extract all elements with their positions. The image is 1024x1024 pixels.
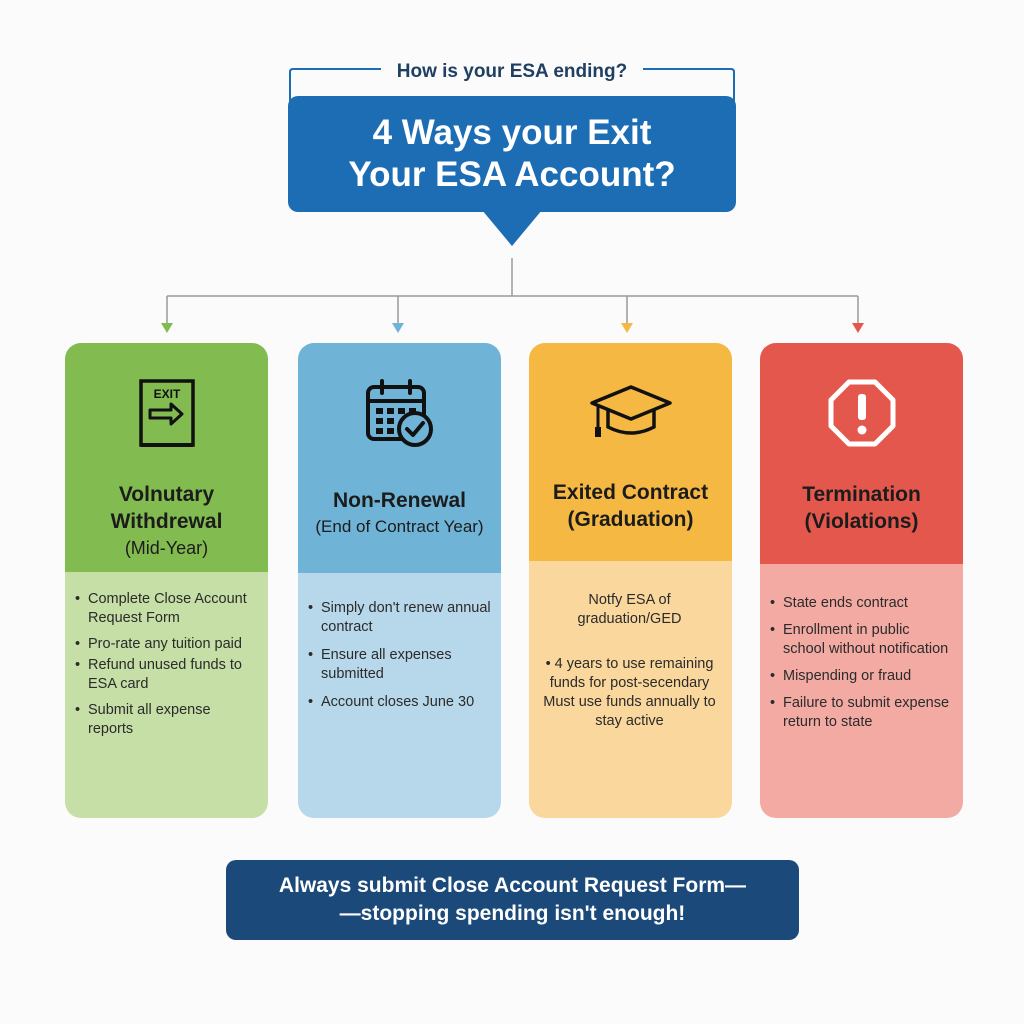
arrow-green — [161, 323, 173, 333]
card-title-line-2: Withdrewal — [110, 510, 223, 533]
card-title: Non-Renewal — [332, 489, 466, 512]
card-title: Exited Contract — [552, 481, 709, 504]
card-title: Termination — [802, 483, 921, 506]
card-non-renewal — [298, 343, 501, 818]
card-subtitle: (End of Contract Year) — [315, 517, 484, 536]
card-title — [111, 481, 223, 535]
list-item: • Refund unused funds to ESA card — [73, 656, 258, 694]
list-item: • Pro-rate any tuition paid — [73, 635, 258, 654]
list-item: • Ensure all expenses submitted — [306, 646, 491, 684]
card-voluntary-withdrawal — [65, 343, 268, 818]
warning-octagon-icon — [827, 377, 897, 449]
card-title-line-1: Volnutary — [118, 483, 215, 506]
list-item: • Failure to submit expense return to state — [768, 694, 953, 732]
arrow-red — [852, 323, 864, 333]
footer-callout — [226, 860, 799, 940]
exit-sign-text: EXIT — [153, 387, 180, 401]
list-item: • Enrollment in public school without notification — [768, 621, 953, 659]
arrow-yellow — [621, 323, 633, 333]
card-header — [65, 343, 268, 572]
card-subtitle: (Graduation) — [567, 508, 694, 531]
title-line-2: Your ESA Account? — [348, 155, 676, 194]
card-termination — [760, 343, 963, 818]
card-header — [760, 343, 963, 564]
arrow-blue — [392, 323, 404, 333]
subtitle-text: How is your ESA ending? — [381, 61, 643, 82]
card-details — [298, 573, 501, 818]
exit-door-icon — [138, 377, 196, 449]
title-line-1: 4 Ways your Exit — [372, 113, 652, 152]
footer-text: Always submit Close Account Request Form— —stopping spending isn't enough! — [278, 874, 747, 925]
list-item: • State ends contract — [768, 594, 953, 613]
graduation-cap-icon — [588, 377, 674, 449]
card-details — [65, 572, 268, 818]
calendar-check-icon — [364, 377, 436, 449]
card-subtitle: (Mid-Year) — [124, 538, 209, 558]
list-item: • Account closes June 30 — [306, 693, 491, 712]
card-header — [529, 343, 732, 561]
list-item: • Complete Close Account Request Form — [73, 590, 258, 628]
card-subtitle: (Violations) — [804, 510, 919, 533]
connector-lines — [0, 0, 1024, 340]
list-item: • Mispending or fraud — [768, 667, 953, 686]
list-item: • Simply don't renew annual contract — [306, 599, 491, 637]
card-exited-contract — [529, 343, 732, 818]
graduation-note: Notfy ESA of graduation/GED — [577, 592, 682, 627]
list-item: • Submit all expense reports — [73, 701, 258, 739]
card-details — [760, 564, 963, 818]
card-details — [529, 561, 732, 818]
card-header — [298, 343, 501, 573]
list-item: • 4 years to use remaining funds for post-secendary Must use funds annually to stay active — [537, 655, 722, 731]
